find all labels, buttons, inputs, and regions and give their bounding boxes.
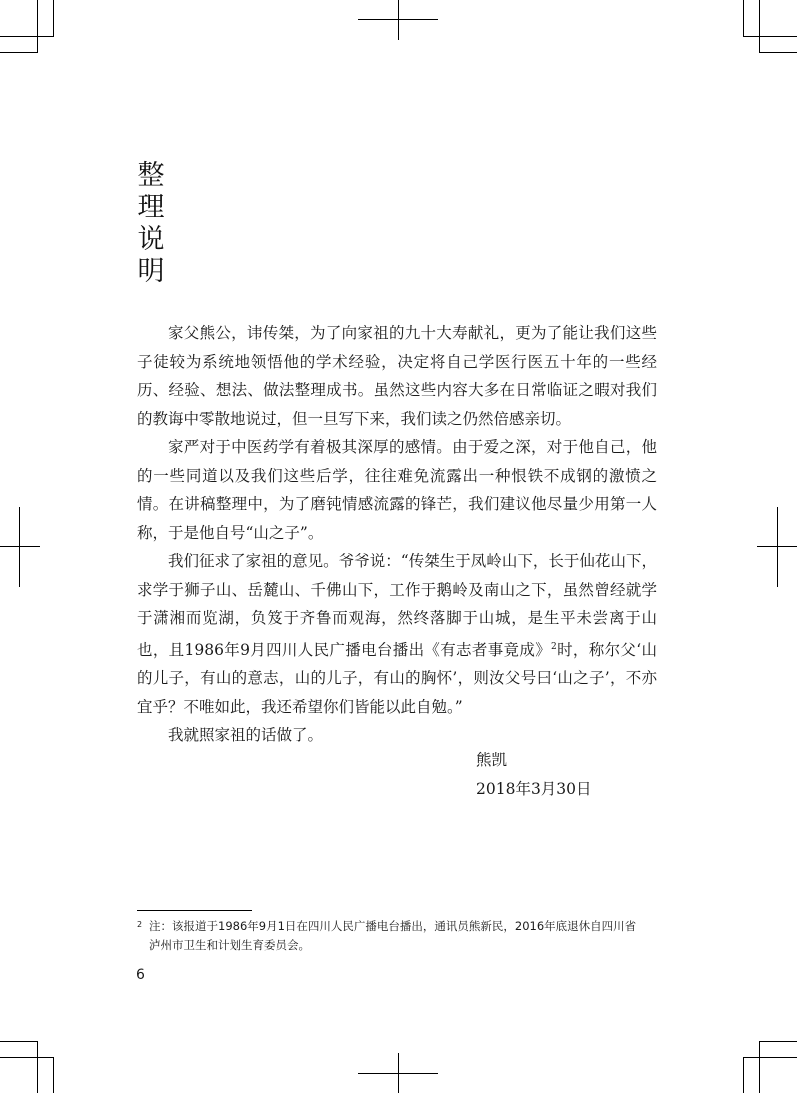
- author-name: 熊凯: [476, 751, 508, 769]
- paragraph: 我就照家祖的话做了。: [168, 726, 324, 745]
- body-text: [137, 319, 657, 750]
- title-char: 明: [137, 256, 165, 287]
- section-title: [136, 160, 166, 288]
- title-char: 理: [137, 192, 165, 223]
- signature-date: 2018年3月30日: [476, 780, 592, 798]
- footnote-text: 注：该报道于1986年9月1日在四川人民广播电台播出，通讯员熊新民，2016年底退休自四川省泸州市卫生和计划生育委员会。: [149, 919, 637, 952]
- title-char: 整: [137, 160, 165, 191]
- paragraph: 家父熊公，讳传桀，为了向家祖的九十大寿献礼，更为了能让我们这些子徒较为系统地领悟他的学术经验，决定将自己学医行医五十年的一些经历、经验、想法、做法整理成书。虽然这些内容大多在日常临证之暇对我们的教诲中零散地说过，但一旦写下来，我们读之仍然倍感亲切。: [137, 324, 657, 428]
- signature-block: [476, 746, 592, 804]
- paragraph-text: 我们征求了家祖的意见。爷爷说：“传桀生于凤岭山下，长于仙花山下，求学于狮子山、岳麓山、千佛山下，工作于鹅岭及南山之下，虽然曾经就学于潇湘而览湖，负笈于齐鲁而观海，然终落脚于山城，是生平未尝离于山也，且1986年9月四川人民广播电台播出《有志者事竟成》: [137, 552, 657, 659]
- title-char: 说: [137, 224, 165, 255]
- footnote: [137, 917, 637, 955]
- footnote-divider: [137, 910, 252, 911]
- footnote-reference[interactable]: 2: [551, 641, 557, 652]
- paragraph: 家严对于中医药学有着极其深厚的感情。由于爱之深，对于他自己，他的一些同道以及我们这些后学，往往难免流露出一种恨铁不成钢的激愤之情。在讲稿整理中，为了磨钝情感流露的锋芒，我们建议他尽量少用第一人称，于是他自号“山之子”。: [137, 438, 657, 542]
- paragraph-text: 时，称尔父‘山的儿子，有山的意志，山的儿子，有山的胸怀’，则汝父号曰‘山之子’，不亦宜乎？不唯如此，我还希望你们皆能以此自勉。”: [137, 640, 657, 716]
- paragraph: [137, 547, 657, 721]
- footnote-number: 2: [137, 920, 143, 929]
- page-number: 6: [136, 967, 145, 983]
